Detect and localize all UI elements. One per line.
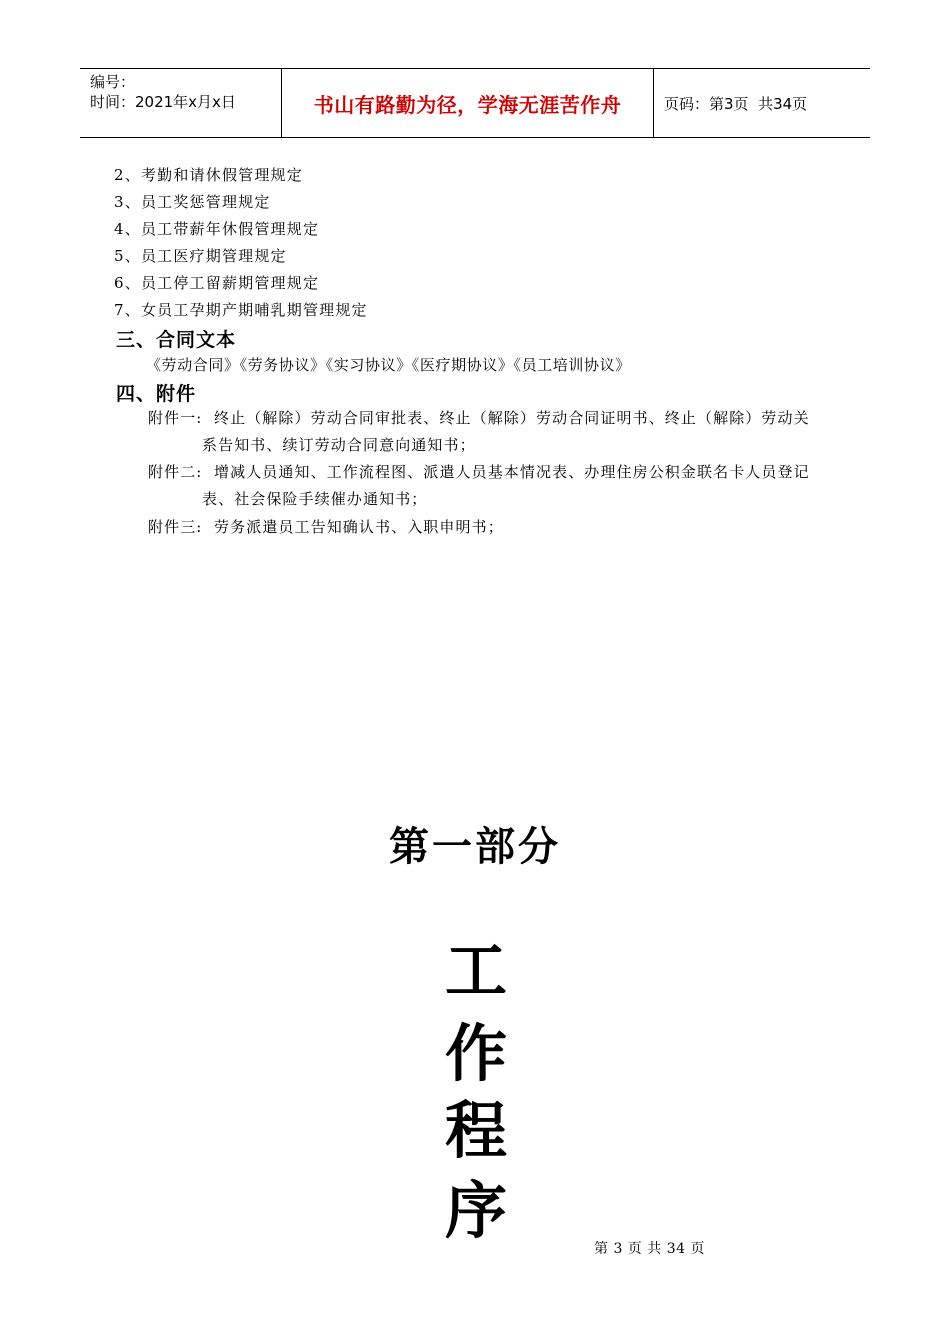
document-number-label: 编号： xyxy=(90,73,136,91)
header-meta xyxy=(80,69,282,137)
contract-document-list: 《劳动合同》《劳务协议》《实习协议》《医疗期协议》《员工培训协议》 xyxy=(146,356,631,374)
attachment-text-continued: 表、社会保险手续催办通知书； xyxy=(202,490,428,508)
list-item: 2、考勤和请休假管理规定 xyxy=(114,166,303,184)
list-item: 5、员工医疗期管理规定 xyxy=(114,247,287,265)
attachment-label: 附件二: xyxy=(148,463,203,481)
attachment-item xyxy=(148,514,848,541)
attachment-text: 终止（解除）劳动合同审批表、终止（解除）劳动合同证明书、终止（解除）劳动关 xyxy=(214,409,810,427)
list-item: 3、员工奖惩管理规定 xyxy=(114,193,271,211)
page-footer: 第 3 页 共 34 页 xyxy=(594,1241,705,1257)
part-subtitle-char: 序 xyxy=(444,1174,507,1247)
attachment-label: 附件三: xyxy=(148,518,203,536)
section-heading: 三、合同文本 xyxy=(116,329,237,351)
part-subtitle-char: 作 xyxy=(444,1017,507,1090)
attachment-text: 劳务派遣员工告知确认书、入职申明书； xyxy=(214,518,504,536)
attachment-item xyxy=(148,459,848,513)
attachment-label: 附件一: xyxy=(148,409,203,427)
part-subtitle-char: 工 xyxy=(444,934,507,1007)
attachment-text: 增减人员通知、工作流程图、派遣人员基本情况表、办理住房公积金联名卡人员登记 xyxy=(214,463,810,481)
list-item: 6、员工停工留薪期管理规定 xyxy=(114,274,320,292)
page-header xyxy=(80,68,870,138)
part-subtitle-char: 程 xyxy=(444,1094,507,1167)
attachment-text-continued: 系告知书、续订劳动合同意向通知书； xyxy=(202,436,476,454)
document-date: 时间：2021年x月x日 xyxy=(90,93,236,111)
header-motto: 书山有路勤为径，学海无涯苦作舟 xyxy=(282,69,654,137)
section-heading: 四、附件 xyxy=(116,383,197,405)
attachment-item xyxy=(148,405,848,459)
part-title: 第一部分 xyxy=(389,823,561,870)
list-item: 7、女员工孕期产期哺乳期管理规定 xyxy=(114,301,368,319)
list-item: 4、员工带薪年休假管理规定 xyxy=(114,220,320,238)
header-page-info: 页码：第3页 共34页 xyxy=(664,94,808,113)
